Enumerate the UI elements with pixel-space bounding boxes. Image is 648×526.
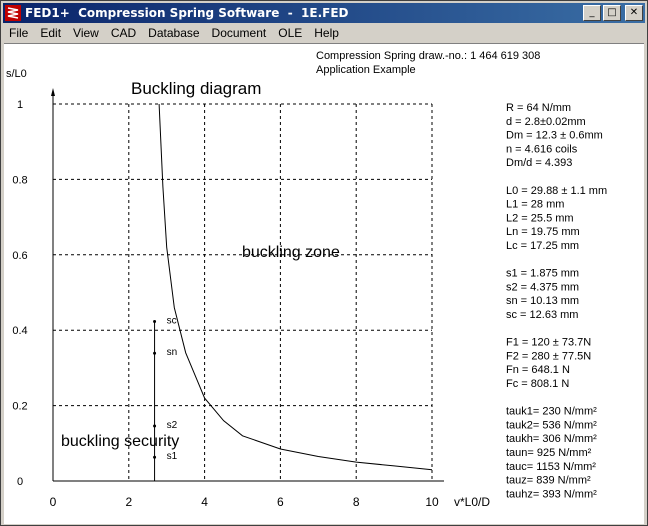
spec-line: Lc = 17.25 mm	[506, 240, 580, 252]
spec-line: Dm/d = 4.393	[506, 157, 573, 170]
spec-line: Ln = 19.75 mm	[506, 226, 580, 239]
spec-line: sn = 10.13 mm	[506, 295, 580, 308]
y-tick-label: 0.4	[12, 325, 28, 338]
spec-line: tauz= 839 N/mm²	[506, 474, 591, 487]
x-tick-label: 0	[49, 495, 57, 509]
spec-line: d = 2.8±0.02mm	[506, 115, 586, 128]
y-tick-label: 0.8	[12, 174, 28, 187]
spec-line: sc = 12.63 mm	[506, 309, 579, 321]
spec-line: Fn = 648.1 N	[506, 364, 570, 377]
spec-line: tauk2= 536 N/mm²	[506, 419, 597, 432]
menu-view[interactable]: View	[73, 26, 99, 40]
y-tick-label: 0	[16, 476, 24, 488]
spring-point-s1	[153, 456, 156, 459]
menu-document[interactable]: Document	[211, 26, 267, 40]
spring-point-label: sc	[166, 315, 177, 327]
x-tick-label: 6	[277, 495, 284, 509]
menu-help[interactable]: Help	[314, 26, 339, 40]
minimize-icon: _	[589, 7, 595, 18]
title-bar[interactable]	[3, 3, 645, 23]
menu-database[interactable]: Database	[148, 26, 200, 40]
x-tick-label: 10	[425, 495, 439, 509]
spec-line: tauk1= 230 N/mm²	[506, 405, 597, 418]
spec-line: Fc = 808.1 N	[506, 378, 570, 390]
window-title: FED1+ Compression Spring Software - 1E.FED	[25, 6, 349, 20]
spec-line: s2 = 4.375 mm	[506, 281, 580, 294]
menu-file[interactable]: File	[9, 26, 29, 40]
spec-line: tauhz= 393 N/mm²	[506, 488, 597, 501]
close-icon: ✕	[629, 7, 639, 18]
spec-line: n = 4.616 coils	[506, 143, 578, 156]
spec-line: F1 = 120 ± 73.7N	[506, 336, 592, 349]
spring-point-label: sn	[166, 347, 178, 359]
spring-app-icon[interactable]	[5, 5, 21, 21]
buckling-chart	[4, 44, 644, 514]
x-tick-label: 4	[201, 495, 208, 509]
spring-point-sc	[153, 320, 156, 323]
chart-title: Buckling diagram	[131, 79, 262, 98]
x-tick-label: 8	[352, 495, 360, 509]
spec-list	[506, 102, 607, 500]
buckling-security-label: buckling security	[61, 433, 180, 450]
spec-line: L1 = 28 mm	[506, 198, 565, 211]
spec-line: L2 = 25.5 mm	[506, 212, 574, 225]
spring-point-s2	[153, 424, 156, 427]
y-tick-label: 0.2	[12, 400, 28, 413]
menu-bar	[3, 24, 645, 42]
header-line-1: Compression Spring draw.-no.: 1 464 619 308	[316, 50, 541, 62]
menu-edit[interactable]: Edit	[40, 26, 62, 40]
y-axis-arrow	[51, 88, 55, 96]
minimize-button[interactable]	[583, 5, 601, 21]
spec-line: L0 = 29.88 ± 1.1 mm	[506, 184, 608, 197]
spec-line: s1 = 1.875 mm	[506, 267, 580, 280]
header-line-2: Application Example	[316, 64, 416, 76]
spring-point-label: s1	[166, 451, 178, 463]
spring-point-label: s2	[166, 419, 178, 431]
y-tick-label: 1	[16, 99, 24, 111]
spring-point-sn	[153, 352, 156, 355]
plot-area	[6, 68, 490, 509]
x-tick-label: 2	[125, 495, 133, 509]
spec-line: R = 64 N/mm	[506, 102, 572, 114]
close-button[interactable]	[625, 5, 643, 21]
spec-line: taukh= 306 N/mm²	[506, 433, 597, 446]
menu-ole[interactable]: OLE	[278, 26, 303, 40]
maximize-icon: □	[607, 7, 617, 18]
spec-line: taun= 925 N/mm²	[506, 447, 592, 459]
drawing-canvas[interactable]	[4, 43, 644, 514]
status-line	[4, 514, 644, 524]
buckling-zone-label: buckling zone	[242, 244, 340, 261]
spec-line: Dm = 12.3 ± 0.6mm	[506, 129, 603, 142]
buckling-curve	[159, 104, 432, 470]
menu-cad[interactable]: CAD	[110, 26, 137, 40]
y-tick-label: 0.6	[12, 249, 28, 262]
maximize-button[interactable]	[603, 5, 621, 21]
spec-line: F2 = 280 ± 77.5N	[506, 350, 592, 363]
spec-line: tauc= 1153 N/mm²	[506, 460, 596, 473]
x-axis-label: v*L0/D	[454, 495, 491, 509]
y-axis-label: s/L0	[6, 68, 27, 80]
